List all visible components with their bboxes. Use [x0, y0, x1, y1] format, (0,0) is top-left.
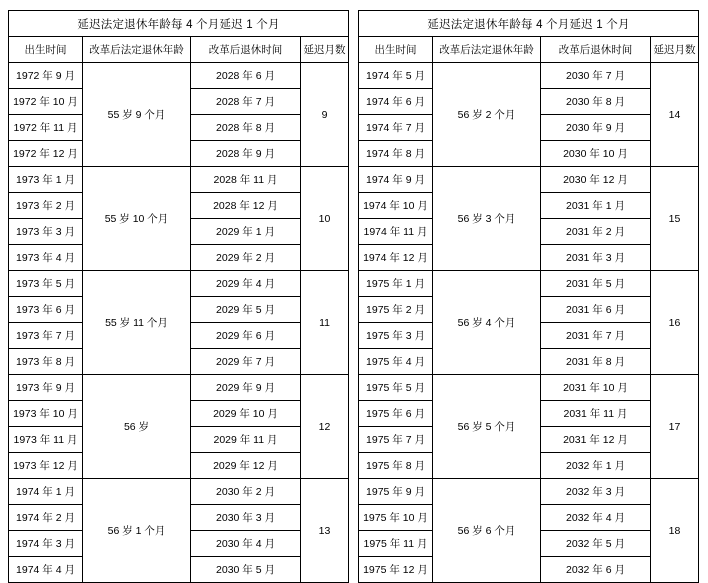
birth-cell: 1975 年 7 月 [359, 427, 433, 453]
birth-cell: 1973 年 10 月 [9, 401, 83, 427]
table-title: 延迟法定退休年龄每 4 个月延迟 1 个月 [359, 11, 699, 37]
birth-cell: 1974 年 4 月 [9, 557, 83, 583]
column-header-delay-months: 延迟月数 [301, 37, 349, 63]
retire-cell: 2029 年 12 月 [191, 453, 301, 479]
birth-cell: 1974 年 10 月 [359, 193, 433, 219]
retire-cell: 2029 年 10 月 [191, 401, 301, 427]
birth-cell: 1973 年 9 月 [9, 375, 83, 401]
retire-cell: 2028 年 7 月 [191, 89, 301, 115]
age-cell: 56 岁 6 个月 [433, 479, 541, 583]
left-table [8, 10, 349, 583]
retire-cell: 2031 年 11 月 [541, 401, 651, 427]
birth-cell: 1974 年 1 月 [9, 479, 83, 505]
birth-cell: 1972 年 11 月 [9, 115, 83, 141]
delay-cell: 11 [301, 271, 349, 375]
column-header-retire-date: 改革后退休时间 [541, 37, 651, 63]
birth-cell: 1974 年 7 月 [359, 115, 433, 141]
retire-cell: 2029 年 9 月 [191, 375, 301, 401]
birth-cell: 1975 年 10 月 [359, 505, 433, 531]
table-row [9, 375, 349, 401]
retire-cell: 2032 年 3 月 [541, 479, 651, 505]
birth-cell: 1975 年 4 月 [359, 349, 433, 375]
left-table-container [8, 10, 350, 576]
retire-cell: 2028 年 6 月 [191, 63, 301, 89]
right-table-container [358, 10, 700, 576]
retire-cell: 2030 年 9 月 [541, 115, 651, 141]
table-title-row [359, 11, 699, 37]
delay-cell: 18 [651, 479, 699, 583]
retire-cell: 2029 年 5 月 [191, 297, 301, 323]
column-header-age: 改革后法定退休年龄 [83, 37, 191, 63]
retire-cell: 2030 年 5 月 [191, 557, 301, 583]
birth-cell: 1974 年 3 月 [9, 531, 83, 557]
retire-cell: 2028 年 9 月 [191, 141, 301, 167]
birth-cell: 1974 年 9 月 [359, 167, 433, 193]
retire-cell: 2031 年 10 月 [541, 375, 651, 401]
table-row [359, 63, 699, 89]
birth-cell: 1973 年 3 月 [9, 219, 83, 245]
right-table [358, 10, 699, 583]
birth-cell: 1972 年 9 月 [9, 63, 83, 89]
birth-cell: 1974 年 6 月 [359, 89, 433, 115]
birth-cell: 1975 年 11 月 [359, 531, 433, 557]
retire-cell: 2030 年 4 月 [191, 531, 301, 557]
table-title: 延迟法定退休年龄每 4 个月延迟 1 个月 [9, 11, 349, 37]
retire-cell: 2031 年 8 月 [541, 349, 651, 375]
birth-cell: 1973 年 1 月 [9, 167, 83, 193]
delay-cell: 13 [301, 479, 349, 583]
age-cell: 56 岁 4 个月 [433, 271, 541, 375]
retire-cell: 2029 年 1 月 [191, 219, 301, 245]
table-header-row [9, 37, 349, 63]
birth-cell: 1973 年 2 月 [9, 193, 83, 219]
birth-cell: 1975 年 8 月 [359, 453, 433, 479]
retire-cell: 2031 年 1 月 [541, 193, 651, 219]
age-cell: 56 岁 1 个月 [83, 479, 191, 583]
column-header-age: 改革后法定退休年龄 [433, 37, 541, 63]
age-cell: 56 岁 5 个月 [433, 375, 541, 479]
birth-cell: 1973 年 11 月 [9, 427, 83, 453]
table-row [9, 271, 349, 297]
retire-cell: 2030 年 7 月 [541, 63, 651, 89]
age-cell: 55 岁 11 个月 [83, 271, 191, 375]
retire-cell: 2030 年 8 月 [541, 89, 651, 115]
retire-cell: 2030 年 2 月 [191, 479, 301, 505]
age-cell: 56 岁 2 个月 [433, 63, 541, 167]
table-row [359, 271, 699, 297]
table-title-row [9, 11, 349, 37]
retire-cell: 2030 年 3 月 [191, 505, 301, 531]
column-header-delay-months: 延迟月数 [651, 37, 699, 63]
age-cell: 55 岁 9 个月 [83, 63, 191, 167]
table-row [9, 167, 349, 193]
retire-cell: 2032 年 6 月 [541, 557, 651, 583]
retire-cell: 2028 年 12 月 [191, 193, 301, 219]
birth-cell: 1972 年 10 月 [9, 89, 83, 115]
age-cell: 56 岁 [83, 375, 191, 479]
birth-cell: 1975 年 2 月 [359, 297, 433, 323]
retire-cell: 2031 年 7 月 [541, 323, 651, 349]
retire-cell: 2031 年 3 月 [541, 245, 651, 271]
table-row [359, 375, 699, 401]
delay-cell: 14 [651, 63, 699, 167]
birth-cell: 1974 年 12 月 [359, 245, 433, 271]
birth-cell: 1973 年 12 月 [9, 453, 83, 479]
delay-cell: 16 [651, 271, 699, 375]
retire-cell: 2032 年 1 月 [541, 453, 651, 479]
retire-cell: 2032 年 5 月 [541, 531, 651, 557]
delay-cell: 9 [301, 63, 349, 167]
birth-cell: 1975 年 6 月 [359, 401, 433, 427]
birth-cell: 1975 年 5 月 [359, 375, 433, 401]
delay-cell: 12 [301, 375, 349, 479]
birth-cell: 1975 年 9 月 [359, 479, 433, 505]
delay-cell: 10 [301, 167, 349, 271]
birth-cell: 1975 年 1 月 [359, 271, 433, 297]
age-cell: 56 岁 3 个月 [433, 167, 541, 271]
birth-cell: 1974 年 5 月 [359, 63, 433, 89]
delay-cell: 15 [651, 167, 699, 271]
retire-cell: 2029 年 6 月 [191, 323, 301, 349]
retire-cell: 2028 年 11 月 [191, 167, 301, 193]
retire-cell: 2030 年 12 月 [541, 167, 651, 193]
table-row [359, 167, 699, 193]
retire-cell: 2030 年 10 月 [541, 141, 651, 167]
birth-cell: 1975 年 12 月 [359, 557, 433, 583]
birth-cell: 1973 年 6 月 [9, 297, 83, 323]
birth-cell: 1973 年 8 月 [9, 349, 83, 375]
retire-cell: 2029 年 7 月 [191, 349, 301, 375]
retire-cell: 2031 年 5 月 [541, 271, 651, 297]
table-row [9, 63, 349, 89]
column-header-birth: 出生时间 [9, 37, 83, 63]
column-header-retire-date: 改革后退休时间 [191, 37, 301, 63]
table-header-row [359, 37, 699, 63]
age-cell: 55 岁 10 个月 [83, 167, 191, 271]
table-row [359, 479, 699, 505]
retire-cell: 2032 年 4 月 [541, 505, 651, 531]
retire-cell: 2029 年 4 月 [191, 271, 301, 297]
retire-cell: 2028 年 8 月 [191, 115, 301, 141]
birth-cell: 1974 年 2 月 [9, 505, 83, 531]
birth-cell: 1973 年 4 月 [9, 245, 83, 271]
retire-cell: 2029 年 2 月 [191, 245, 301, 271]
birth-cell: 1975 年 3 月 [359, 323, 433, 349]
delay-cell: 17 [651, 375, 699, 479]
retire-cell: 2029 年 11 月 [191, 427, 301, 453]
birth-cell: 1973 年 5 月 [9, 271, 83, 297]
table-row [9, 479, 349, 505]
birth-cell: 1974 年 11 月 [359, 219, 433, 245]
birth-cell: 1973 年 7 月 [9, 323, 83, 349]
retire-cell: 2031 年 2 月 [541, 219, 651, 245]
retire-cell: 2031 年 12 月 [541, 427, 651, 453]
column-header-birth: 出生时间 [359, 37, 433, 63]
retire-cell: 2031 年 6 月 [541, 297, 651, 323]
birth-cell: 1974 年 8 月 [359, 141, 433, 167]
birth-cell: 1972 年 12 月 [9, 141, 83, 167]
